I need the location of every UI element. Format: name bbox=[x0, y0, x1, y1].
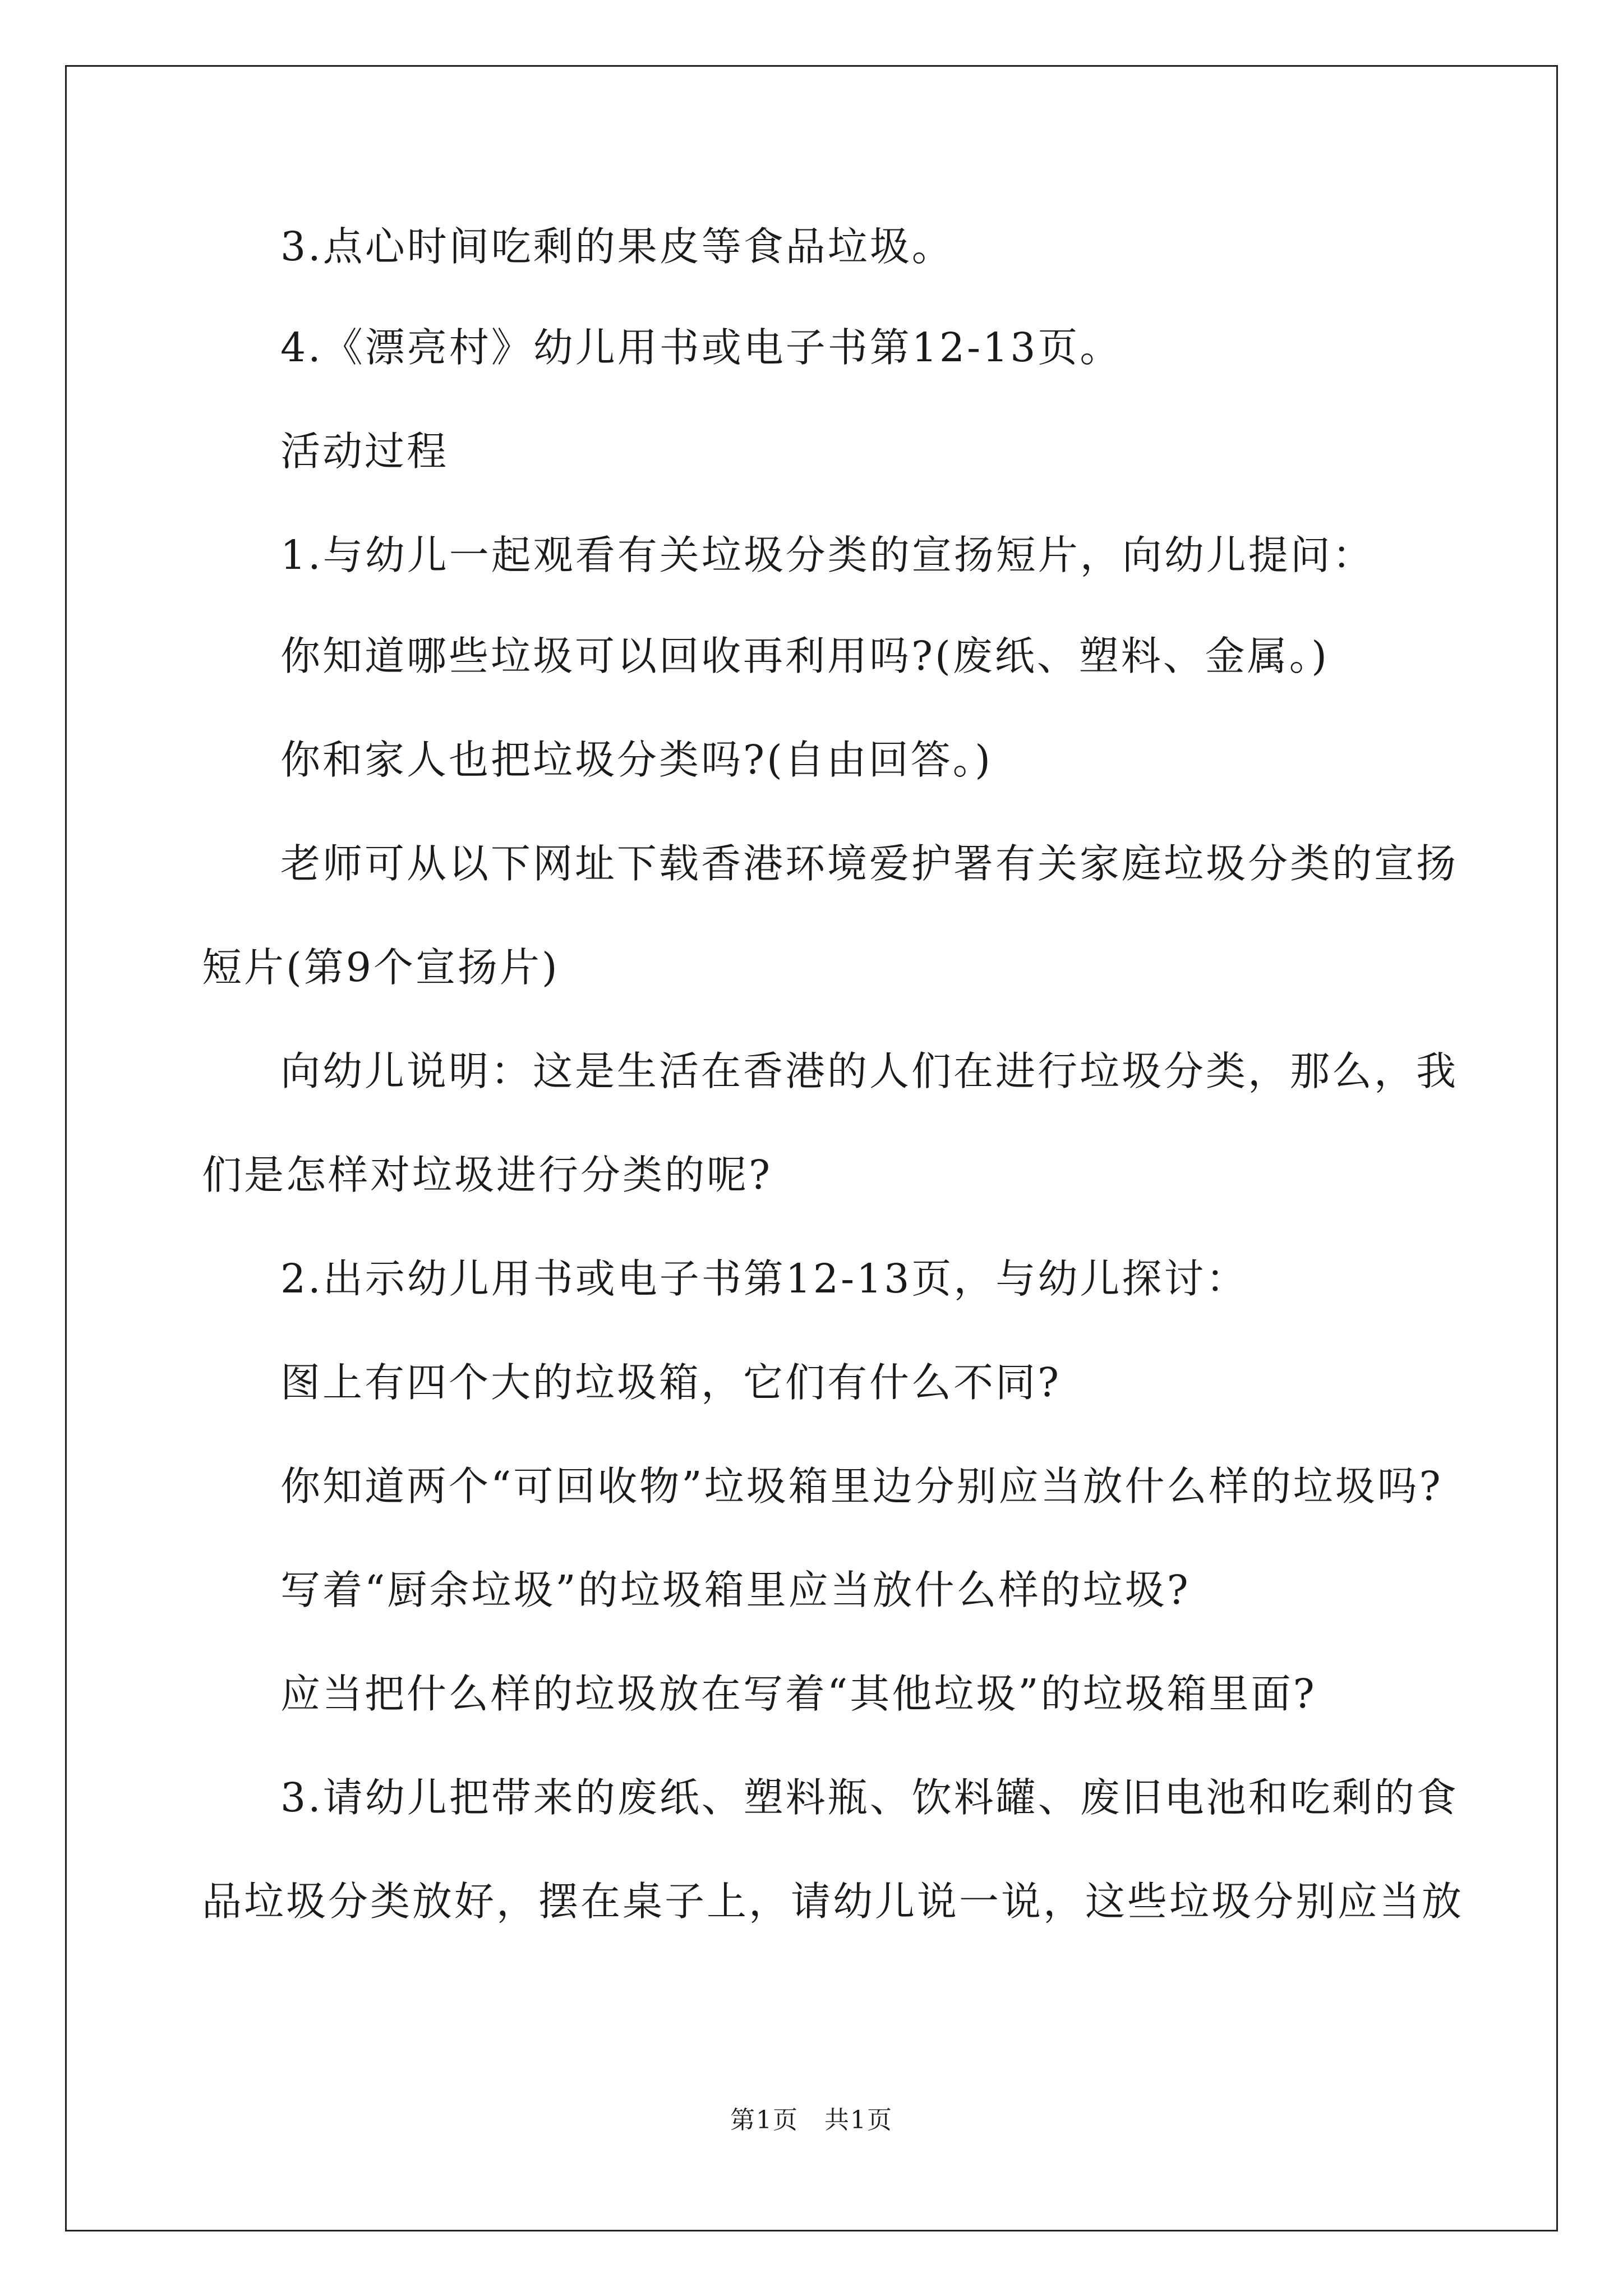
text-line-5: 你知道哪些垃圾可以回收再利用吗?(废纸、塑料、金属。) bbox=[280, 633, 1329, 679]
text-line-8: 短片(第9个宣扬片) bbox=[202, 944, 560, 991]
text-line-9: 向幼儿说明：这是生活在香港的人们在进行垃圾分类，那么，我 bbox=[280, 1048, 1459, 1094]
text-line-13: 你知道两个“可回收物”垃圾箱里边分别应当放什么样的垃圾吗? bbox=[280, 1463, 1443, 1510]
text-line-10: 们是怎样对垃圾进行分类的呢? bbox=[202, 1152, 773, 1198]
text-line-1: 3.点心时间吃剩的果皮等食品垃圾。 bbox=[280, 223, 954, 270]
text-line-4: 1.与幼儿一起观看有关垃圾分类的宣扬短片，向幼儿提问： bbox=[280, 532, 1375, 578]
text-line-12: 图上有四个大的垃圾箱，它们有什么不同? bbox=[280, 1359, 1062, 1406]
text-line-6: 你和家人也把垃圾分类吗?(自由回答。) bbox=[280, 737, 993, 783]
section-heading: 活动过程 bbox=[280, 428, 449, 475]
page-footer: 第1页 共1页 bbox=[730, 2106, 893, 2134]
text-line-17: 品垃圾分类放好，摆在桌子上，请幼儿说一说，这些垃圾分别应当放 bbox=[202, 1878, 1464, 1925]
text-line-2: 4.《漂亮村》幼儿用书或电子书第12-13页。 bbox=[280, 324, 1122, 371]
text-line-16: 3.请幼儿把带来的废纸、塑料瓶、饮料罐、废旧电池和吃剩的食 bbox=[280, 1774, 1459, 1821]
text-line-14: 写着“厨余垃圾”的垃圾箱里应当放什么样的垃圾? bbox=[280, 1567, 1191, 1613]
text-line-11: 2.出示幼儿用书或电子书第12-13页，与幼儿探讨： bbox=[280, 1255, 1248, 1302]
text-line-15: 应当把什么样的垃圾放在写着“其他垃圾”的垃圾箱里面? bbox=[280, 1671, 1317, 1717]
text-line-7: 老师可从以下网址下载香港环境爱护署有关家庭垃圾分类的宣扬 bbox=[280, 840, 1459, 887]
